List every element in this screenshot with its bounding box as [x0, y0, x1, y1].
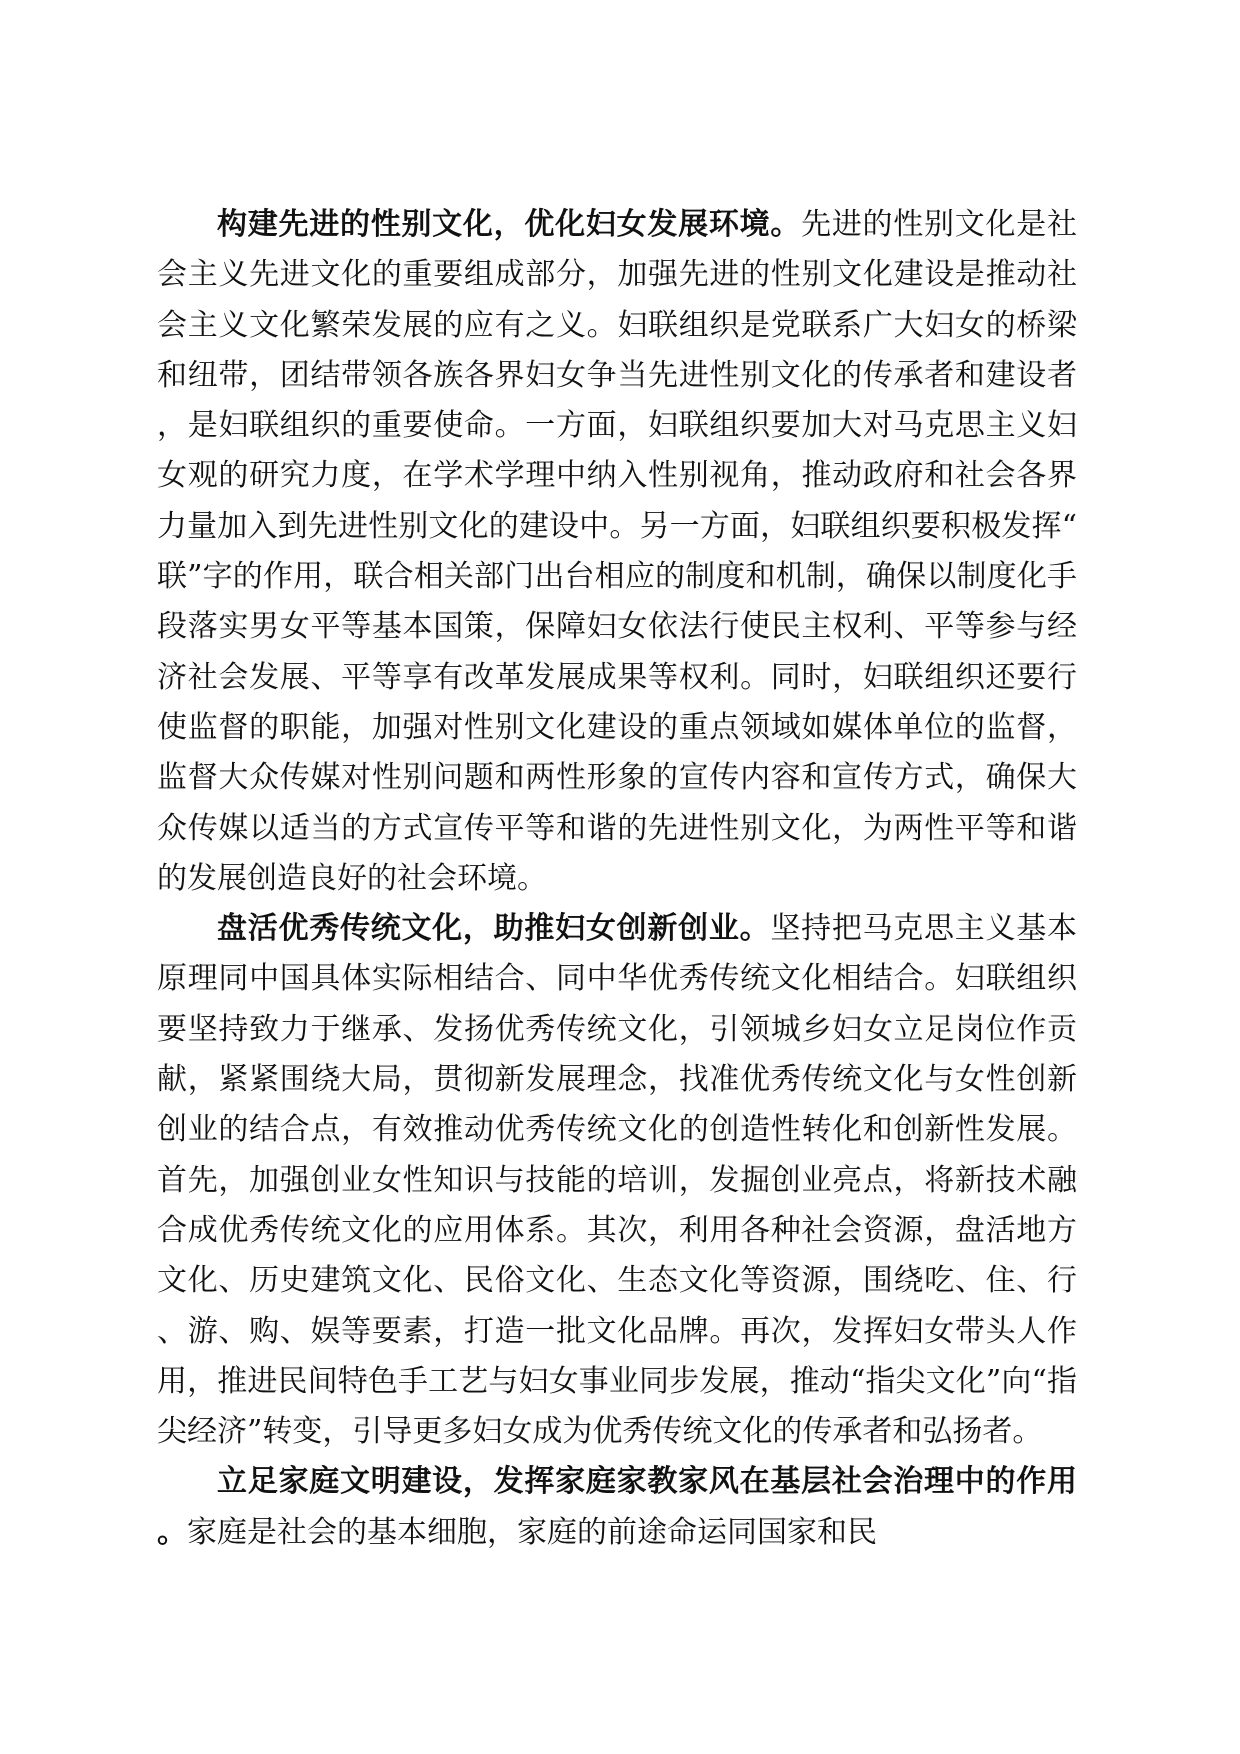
paragraph-body: 先进的性别文化是社会主义先进文化的重要组成部分，加强先进的性别文化建设是推动社会主义文化繁荣发展的应有之义。妇联组织是党联系广大妇女的桥梁和纽带，团结带领各族各界妇女争当先进性别文化的传承者和建设者，是妇联组织的重要使命。一方面，妇联组织要加大对马克思主义妇女观的研究力度，在学术学理中纳入性别视角，推动政府和社会各界力量加入到先进性别文化的建设中。另一方面，妇联组织要积极发挥“联”字的作用，联合相关部门出台相应的制度和机制，确保以制度化手段落实男女平等基本国策，保障妇女依法行使民主权利、平等参与经济社会发展、平等享有改革发展成果等权利。同时，妇联组织还要行使监督的职能，加强对性别文化建设的重点领域如媒体单位的监督，监督大众传媒对性别问题和两性形象的宣传内容和宣传方式，确保大众传媒以适当的方式宣传平等和谐的先进性别文化，为两性平等和谐的发展创造良好的社会环境。: [157, 207, 1078, 896]
paragraph-body: 坚持把马克思主义基本原理同中国具体实际相结合、同中华优秀传统文化相结合。妇联组织要坚持致力于继承、发扬优秀传统文化，引领城乡妇女立足岗位作贡献，紧紧围绕大局，贯彻新发展理念，找准优秀传统文化与女性创新创业的结合点，有效推动优秀传统文化的创造性转化和创新性发展。首先，加强创业女性知识与技能的培训，发掘创业亮点，将新技术融合成优秀传统文化的应用体系。其次，利用各种社会资源，盘活地方文化、历史建筑文化、民俗文化、生态文化等资源，围绕吃、住、行、游、购、娱等要素，打造一批文化品牌。再次，发挥妇女带头人作用，推进民间特色手工艺与妇女事业同步发展，推动“指尖文化”向“指尖经济”转变，引导更多妇女成为优秀传统文化的传承者和弘扬者。: [157, 911, 1078, 1450]
paragraph-gender-culture: [157, 200, 1077, 904]
document-page: [157, 200, 1077, 1558]
paragraph-body: 家庭是社会的基本细胞，家庭的前途命运同国家和民: [187, 1514, 877, 1550]
paragraph-heading: 构建先进的性别文化，优化妇女发展环境。: [217, 207, 802, 242]
paragraph-heading: 盘活优秀传统文化，助推妇女创新创业。: [217, 911, 771, 947]
paragraph-traditional-culture: [157, 904, 1077, 1457]
paragraph-family-civilization: [157, 1457, 1077, 1558]
paragraph-heading: 立足家庭文明建设，发挥家庭家教家风在基层社会治理中的作用。: [157, 1464, 1077, 1550]
